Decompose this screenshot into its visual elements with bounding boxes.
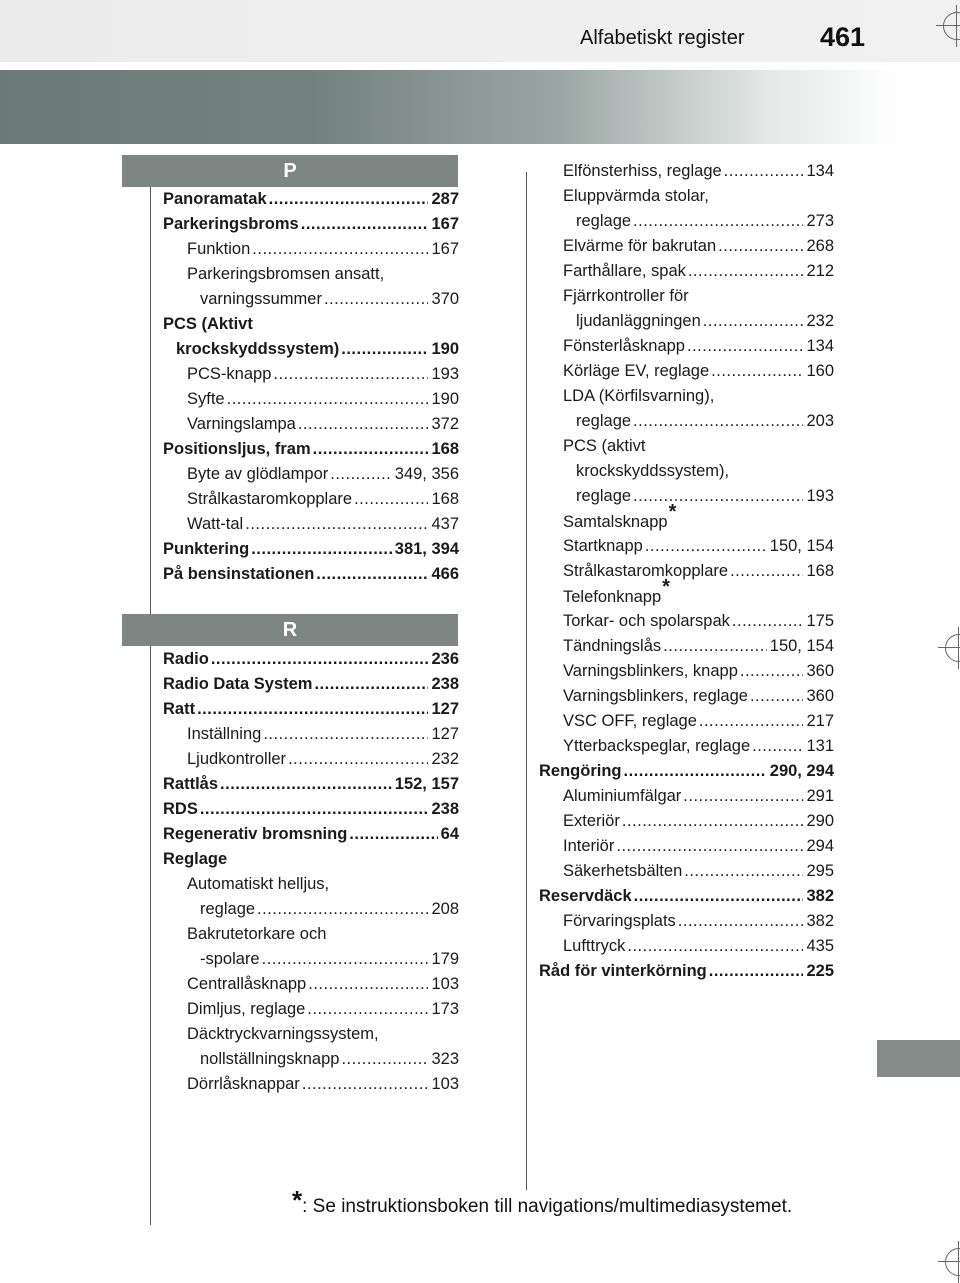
index-subentry: Körläge EV, reglage ..... 160 <box>539 359 834 384</box>
index-subentry: Samtalsknapp * <box>563 501 677 531</box>
index-column-right <box>539 159 834 984</box>
index-subentry: varningssummer ..... 370 <box>163 287 459 312</box>
index-subentry: Strålkastaromkopplare ..... 168 <box>163 487 459 512</box>
index-subentry: Aluminiumfälgar ..... 291 <box>539 784 834 809</box>
left-column-rule <box>150 185 151 1225</box>
index-subentry: Startknapp ..... 150, 154 <box>539 534 834 559</box>
page-number: 461 <box>820 22 866 52</box>
index-subentry: Dimljus, reglage ..... 173 <box>163 997 459 1022</box>
index-entry: Positionsljus, fram ..... 168 <box>163 437 459 462</box>
footnote-marker: * <box>668 501 677 523</box>
index-subentry: Funktion ..... 167 <box>163 237 459 262</box>
index-subentry: Syfte ..... 190 <box>163 387 459 412</box>
index-subentry: Elfönsterhiss, reglage ..... 134 <box>539 159 834 184</box>
index-subentry: Förvaringsplats ..... 382 <box>539 909 834 934</box>
footnote-marker: * <box>662 576 670 598</box>
footnote-text: : Se instruktionsboken till navigations/multimediasystemet. <box>302 1196 793 1217</box>
index-subentry: Automatiskt helljus, <box>187 875 330 893</box>
index-entry: Regenerativ bromsning ..... 64 <box>163 822 459 847</box>
index-entry: PCS (Aktivt <box>163 315 253 333</box>
index-subentry: VSC OFF, reglage ..... 217 <box>539 709 834 734</box>
registration-mark-right <box>945 634 960 662</box>
index-subentry: reglage ..... 208 <box>163 897 459 922</box>
index-subentry: PCS (aktivt <box>563 437 646 455</box>
index-subentry: Telefonknapp * <box>563 576 670 606</box>
index-subentry: Elvärme för bakrutan ..... 268 <box>539 234 834 259</box>
chapter-side-tab <box>877 1040 960 1077</box>
index-subentry: nollställningsknapp ..... 323 <box>163 1047 459 1072</box>
index-subentry: Parkeringsbromsen ansatt, <box>187 265 385 283</box>
index-subentry: Centrallåsknapp ..... 103 <box>163 972 459 997</box>
index-entry: Råd för vinterkörning ..... 225 <box>539 959 834 984</box>
index-subentry: Varningsblinkers, reglage ..... 360 <box>539 684 834 709</box>
index-subentry: Tändningslås ..... 150, 154 <box>539 634 834 659</box>
index-subentry: Ljudkontroller ..... 232 <box>163 747 459 772</box>
index-subentry: reglage ..... 273 <box>539 209 834 234</box>
index-subentry: reglage ..... 203 <box>539 409 834 434</box>
index-entry: Panoramatak ..... 287 <box>163 187 459 212</box>
index-subentry: Byte av glödlampor ..... 349, 356 <box>163 462 459 487</box>
page-header <box>0 0 960 62</box>
index-subentry: Strålkastaromkopplare ..... 168 <box>539 559 834 584</box>
index-entry: Ratt ..... 127 <box>163 697 459 722</box>
index-subentry: Varningslampa ..... 372 <box>163 412 459 437</box>
registration-mark-bottom-right <box>945 1248 960 1276</box>
index-entry: Rattlås ..... 152, 157 <box>163 772 459 797</box>
index-subentry: Fönsterlåsknapp ..... 134 <box>539 334 834 359</box>
index-subentry: Exteriör ..... 290 <box>539 809 834 834</box>
header-band <box>0 0 960 62</box>
index-subentry: krockskyddssystem), <box>576 462 730 480</box>
index-subentry: -spolare ..... 179 <box>163 947 459 972</box>
index-subentry: Torkar- och spolarspak ..... 175 <box>539 609 834 634</box>
index-entry: Reglage <box>163 850 228 868</box>
footnote <box>292 1185 793 1219</box>
index-entry: Punktering ..... 381, 394 <box>163 537 459 562</box>
letter-heading-p: P <box>122 155 458 187</box>
index-entry: Radio ..... 236 <box>163 647 459 672</box>
index-entry: På bensinstationen ..... 466 <box>163 562 459 587</box>
index-entry: Radio Data System ..... 238 <box>163 672 459 697</box>
footnote-marker: * <box>292 1185 303 1215</box>
index-entry: Rengöring ..... 290, 294 <box>539 759 834 784</box>
index-subentry: Interiör ..... 294 <box>539 834 834 859</box>
index-subentry: reglage ..... 193 <box>539 484 834 509</box>
decorative-banner <box>0 70 900 144</box>
index-subentry: Inställning ..... 127 <box>163 722 459 747</box>
index-subentry: LDA (Körfilsvarning), <box>563 387 715 405</box>
index-subentry: Fjärrkontroller för <box>563 287 689 305</box>
index-subentry: Farthållare, spak ..... 212 <box>539 259 834 284</box>
section-title: Alfabetiskt register <box>580 27 745 49</box>
letter-heading-r: R <box>122 614 458 646</box>
index-subentry: Bakrutetorkare och <box>187 925 327 943</box>
index-subentry: Däcktryckvarningssystem, <box>187 1025 379 1043</box>
index-subentry: ljudanläggningen ..... 232 <box>539 309 834 334</box>
index-entry: Parkeringsbroms ..... 167 <box>163 212 459 237</box>
index-entry: krockskyddssystem) ..... 190 <box>163 337 459 362</box>
index-subentry: Watt-tal ..... 437 <box>163 512 459 537</box>
index-subentry: Lufttryck ..... 435 <box>539 934 834 959</box>
index-column-r <box>163 647 459 1097</box>
index-subentry: Varningsblinkers, knapp ..... 360 <box>539 659 834 684</box>
index-subentry: Dörrlåsknappar ..... 103 <box>163 1072 459 1097</box>
index-entry: Reservdäck ..... 382 <box>539 884 834 909</box>
index-column-p <box>163 187 459 587</box>
index-subentry: PCS-knapp ..... 193 <box>163 362 459 387</box>
center-column-rule <box>526 172 527 1190</box>
index-subentry: Säkerhetsbälten ..... 295 <box>539 859 834 884</box>
index-entry: RDS ..... 238 <box>163 797 459 822</box>
index-subentry: Eluppvärmda stolar, <box>563 187 709 205</box>
index-subentry: Ytterbackspeglar, reglage ..... 131 <box>539 734 834 759</box>
